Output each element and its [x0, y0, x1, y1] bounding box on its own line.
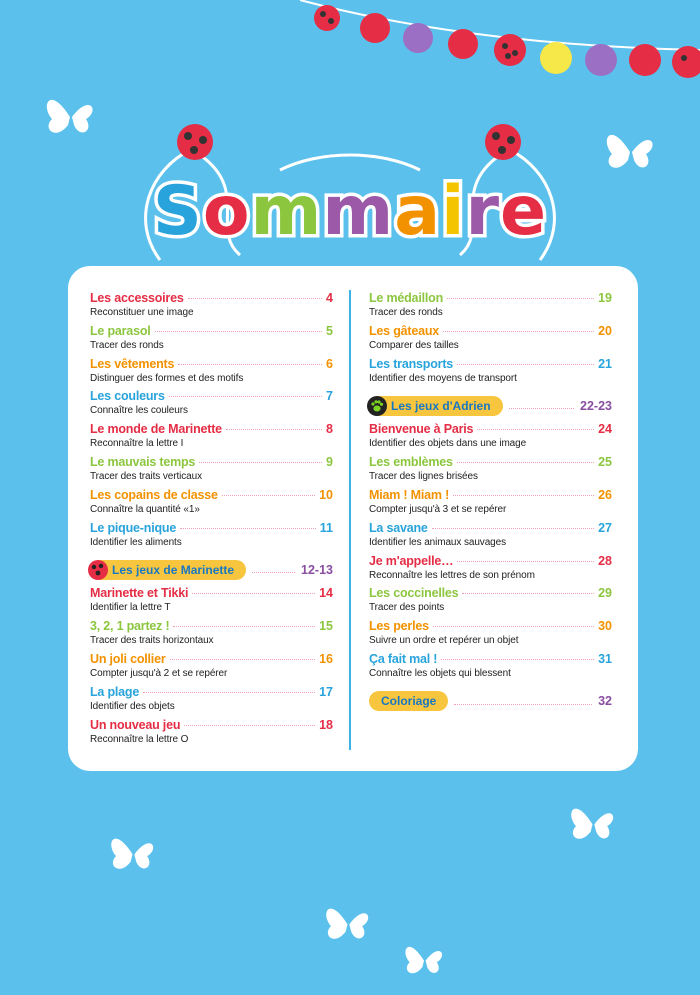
toc-page-number: 19 — [598, 291, 612, 305]
toc-page-number: 11 — [319, 520, 333, 535]
dot-leader — [178, 364, 322, 365]
toc-entry-title: Un joli collier — [90, 651, 166, 666]
left-column — [90, 291, 333, 750]
toc-entry-title: Les copains de classe — [90, 487, 218, 502]
toc-page-number: 30 — [598, 619, 612, 634]
toc-entry-les-coccinelles — [369, 586, 612, 619]
toc-entry-subtitle: Connaître les couleurs — [90, 405, 188, 417]
toc-page-number: 4 — [326, 291, 333, 305]
dot-leader — [252, 572, 295, 573]
toc-page-number: 17 — [319, 684, 333, 699]
toc-page-number: 12-13 — [301, 562, 333, 577]
dot-leader — [169, 396, 322, 397]
toc-page-number: 8 — [326, 422, 333, 437]
dot-leader — [433, 626, 594, 627]
dot-leader — [447, 298, 594, 299]
toc-entry-les-perles — [369, 619, 612, 652]
toc-page-number: 26 — [598, 487, 612, 502]
toc-entry-title: Les couleurs — [90, 389, 165, 404]
toc-page-number: 9 — [326, 454, 333, 469]
dot-leader — [199, 462, 322, 463]
dot-leader — [509, 408, 574, 409]
toc-section-coloriage — [369, 685, 612, 718]
butterfly-icon — [320, 895, 375, 950]
toc-entry-les-copains-de-classe — [90, 488, 333, 521]
dot-leader — [457, 561, 594, 562]
dot-leader — [222, 495, 315, 496]
dot-leader — [184, 725, 315, 726]
butterfly-icon — [565, 795, 620, 850]
toc-entry-title: Le mauvais temps — [90, 454, 196, 469]
toc-page-number: 22-23 — [580, 398, 612, 413]
toc-entry-title: Les emblèmes — [369, 455, 453, 470]
title-letter: r — [465, 172, 501, 251]
toc-entry-les-couleurs — [90, 389, 333, 422]
toc-entry-subtitle: Tracer des traits horizontaux — [90, 635, 214, 647]
toc-page-number: 28 — [598, 553, 612, 568]
toc-entry-title: 3, 2, 1 partez ! — [90, 619, 170, 634]
dot-leader — [454, 704, 592, 705]
toc-entry-les-vetements — [90, 357, 333, 390]
toc-entry-3-2-1-partez — [90, 619, 333, 652]
toc-entry-subtitle: Reconnaître la lettre I — [90, 438, 184, 450]
toc-entry-title: Les vêtements — [90, 356, 175, 371]
butterfly-icon — [400, 935, 448, 983]
toc-page-number: 27 — [598, 520, 612, 535]
toc-entry-la-plage — [90, 685, 333, 718]
dot-leader — [143, 692, 315, 693]
dot-leader — [443, 331, 594, 332]
toc-entry-title: Les transports — [369, 356, 454, 371]
toc-entry-subtitle: Identifier les aliments — [90, 536, 182, 548]
toc-entry-title: Ça fait mal ! — [369, 651, 438, 666]
toc-entry-title: Bienvenue à Paris — [369, 422, 474, 437]
toc-entry-title: Un nouveau jeu — [90, 717, 181, 732]
right-column — [369, 291, 612, 718]
toc-page-number: 14 — [319, 586, 333, 601]
toc-entry-title: Le parasol — [90, 323, 151, 338]
toc-entry-title: Les gâteaux — [369, 323, 440, 338]
title-area — [0, 110, 700, 280]
toc-entry-subtitle: Reconstituer une image — [90, 307, 194, 318]
toc-entry-title: Miam ! Miam ! — [369, 487, 450, 502]
section-pill — [369, 691, 448, 711]
dot-leader — [226, 429, 322, 430]
toc-entry-le-medaillon — [369, 291, 612, 324]
toc-page-number: 18 — [319, 717, 333, 732]
toc-entry-title: Le pique-nique — [90, 520, 177, 535]
dot-leader — [155, 331, 323, 332]
toc-entry-subtitle: Identifier des objets — [90, 700, 175, 712]
dot-leader — [457, 462, 594, 463]
dot-leader — [477, 429, 594, 430]
toc-entry-un-nouveau-jeu — [90, 718, 333, 751]
toc-entry-subtitle: Identifier la lettre T — [90, 602, 171, 614]
toc-entry-subtitle: Connaître les objets qui blessent — [369, 667, 511, 679]
toc-entry-je-m-appelle — [369, 554, 612, 587]
toc-entry-les-transports — [369, 357, 612, 390]
toc-section-les-jeux-d-adrien — [369, 389, 612, 422]
toc-entry-subtitle: Tracer des lignes brisées — [369, 471, 478, 483]
toc-entry-bienvenue-a-paris — [369, 422, 612, 455]
toc-page-number: 7 — [326, 389, 333, 404]
ladybug-icon — [88, 560, 108, 580]
dot-leader — [180, 528, 316, 529]
toc-entry-les-gateaux — [369, 324, 612, 357]
toc-entry-subtitle: Reconnaître les lettres de son prénom — [369, 569, 535, 581]
toc-entry-la-savane — [369, 521, 612, 554]
toc-entry-un-joli-collier — [90, 652, 333, 685]
dot-leader — [462, 593, 594, 594]
lantern-garland — [0, 0, 700, 110]
title-letter: m — [250, 172, 323, 251]
toc-entry-subtitle: Identifier les animaux sauvages — [369, 536, 506, 548]
lantern-icon — [314, 5, 340, 31]
toc-entry-title: Le monde de Marinette — [90, 422, 222, 437]
toc-entry-title: Le médaillon — [369, 291, 444, 305]
toc-entry-miam-miam — [369, 488, 612, 521]
toc-entry-les-emblemes — [369, 455, 612, 488]
toc-entry-title: Je m'appelle… — [369, 553, 454, 568]
toc-page-number: 32 — [598, 694, 612, 709]
toc-entry-subtitle: Identifier des moyens de transport — [369, 372, 517, 384]
section-pill — [369, 396, 503, 416]
toc-entry-title: La plage — [90, 684, 140, 699]
dot-leader — [453, 495, 594, 496]
title-letter: S — [152, 172, 203, 251]
column-divider — [349, 290, 351, 750]
toc-entry-title: Les accessoires — [90, 291, 184, 305]
toc-page-number: 15 — [319, 619, 333, 634]
cat-paw-icon — [367, 396, 387, 416]
toc-page-number: 24 — [598, 422, 612, 437]
toc-entry-subtitle: Identifier des objets dans une image — [369, 438, 527, 450]
toc-entry-le-parasol — [90, 324, 333, 357]
dot-leader — [192, 593, 315, 594]
toc-entry-subtitle: Tracer des points — [369, 602, 445, 614]
title-letter: m — [322, 172, 395, 251]
toc-entry-subtitle: Tracer des ronds — [369, 307, 443, 318]
toc-entry-subtitle: Suivre un ordre et repérer un objet — [369, 635, 519, 647]
toc-entry-marinette-et-tikki — [90, 586, 333, 619]
title-letter: a — [394, 172, 442, 251]
dot-leader — [188, 298, 322, 299]
toc-page-number: 5 — [326, 323, 333, 338]
toc-entry-les-accessoires — [90, 291, 333, 324]
toc-page-number: 10 — [319, 487, 333, 502]
dot-leader — [432, 528, 594, 529]
toc-entry-le-monde-de-marinette — [90, 422, 333, 455]
toc-entry-ca-fait-mal — [369, 652, 612, 685]
toc-entry-le-mauvais-temps — [90, 455, 333, 488]
toc-page-number: 20 — [598, 323, 612, 338]
toc-entry-subtitle: Compter jusqu'à 2 et se repérer — [90, 667, 228, 679]
dot-leader — [457, 364, 594, 365]
toc-entry-subtitle: Tracer des traits verticaux — [90, 470, 202, 482]
dot-leader — [173, 626, 315, 627]
toc-entry-le-pique-nique — [90, 521, 333, 554]
section-label: Les jeux d'Adrien — [391, 398, 491, 413]
title-letter: i — [441, 172, 466, 251]
page-title — [0, 172, 700, 251]
contents-card — [68, 266, 638, 771]
toc-page-number: 25 — [598, 455, 612, 470]
toc-page-number: 21 — [598, 356, 612, 371]
toc-page-number: 16 — [319, 651, 333, 666]
dot-leader — [441, 659, 594, 660]
title-letter: e — [500, 172, 548, 251]
toc-section-les-jeux-de-marinette — [90, 553, 333, 586]
butterfly-icon — [105, 825, 160, 880]
section-pill — [90, 560, 246, 580]
toc-entry-title: Marinette et Tikki — [90, 586, 189, 601]
toc-page-number: 29 — [598, 586, 612, 601]
toc-page-number: 31 — [598, 651, 612, 666]
dot-leader — [170, 659, 316, 660]
toc-entry-subtitle: Reconnaître la lettre O — [90, 733, 189, 745]
toc-entry-title: Les coccinelles — [369, 586, 459, 601]
toc-entry-title: La savane — [369, 520, 428, 535]
toc-entry-subtitle: Distinguer des formes et des motifs — [90, 372, 244, 384]
section-label: Coloriage — [381, 694, 437, 709]
toc-entry-subtitle: Compter jusqu'à 3 et se repérer — [369, 503, 507, 515]
title-letter: o — [202, 172, 251, 251]
toc-page-number: 6 — [326, 356, 333, 371]
toc-entry-subtitle: Connaître la quantité «1» — [90, 503, 200, 515]
toc-entry-title: Les perles — [369, 619, 429, 634]
toc-entry-subtitle: Tracer des ronds — [90, 339, 164, 351]
section-label: Les jeux de Marinette — [112, 562, 235, 577]
toc-entry-subtitle: Comparer des tailles — [369, 339, 459, 351]
